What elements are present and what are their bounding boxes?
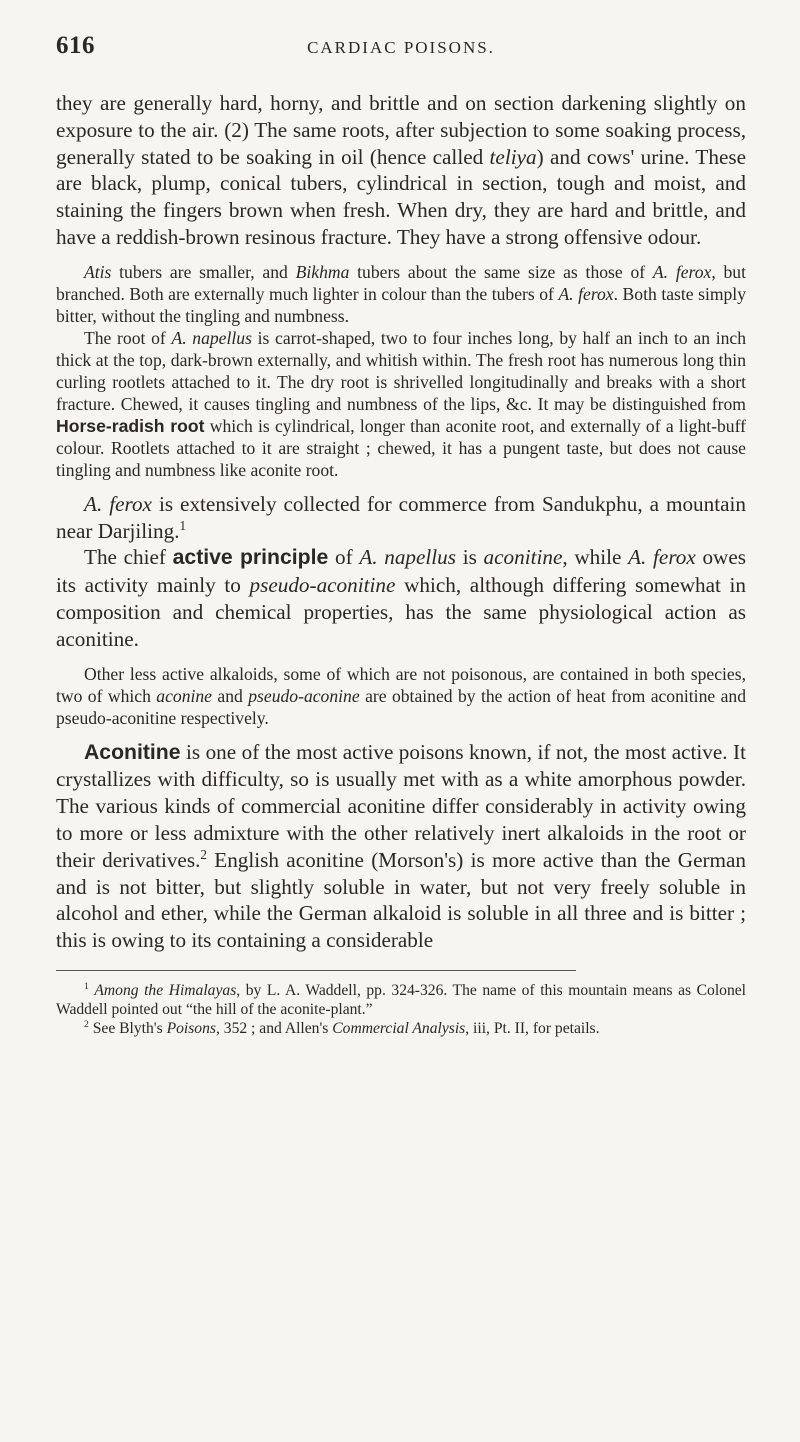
term-teliya: teliya xyxy=(489,144,537,169)
footnote-1: $^1$ Among the Himalayas, by L. A. Waddell, pp. 324-326. The name of this mountain means as Colonel Waddell pointed out “the hill of the aconite-plant.” xyxy=(56,980,747,1019)
page-header xyxy=(56,32,746,72)
paragraph-other-alkaloids: Other less active alkaloids, some of which are not poisonous, are contained in both species, two of which aconine and pseudo-aconine are obtained by the action of heat from aconitine and pseudo-aconitine respectively. xyxy=(56,663,746,728)
paragraph-active-principle: The chief active principle of A. napellus is aconitine, while A. ferox owes its activity mainly to pseudo-aconitine which, although differing somewhat in composition and chemical properties, has the same physiological action as aconitine. xyxy=(56,545,747,651)
footnote-divider xyxy=(56,970,576,971)
page-number: 616 xyxy=(56,32,95,59)
paragraph-tubers-description: they are generally hard, horny, and brittle and on section darkening slightly on exposure to the air. (2) The same roots, after subjection to some soaking process, generally stated to be soaking in oil (hence called teliya) and cows' urine. These are black, plump, conical tubers, cylindrical in section, tough and moist, and staining the fingers brown when fresh. When dry, they are hard and brittle, and have a reddish-brown resinous fracture. They have a strong offensive odour. xyxy=(56,91,747,249)
footnote-ref-1: 1 xyxy=(179,517,187,533)
paragraph-aconitine: Aconitine is one of the most active poisons known, if not, the most active. It crystallizes with difficulty, so is usually met with as a white amorphous powder. The various kinds of commercial aconitine differ considerably in activity owing to more or less admixture with the other relatively inert alkaloids in the root or their derivatives.$^2$ English aconitine (Morson's) is more active than the German and is not bitter, but slightly soluble in water, but not very freely soluble in alcohol and ether, while the German alkaloid is soluble in all three and is bitter ; this is owing to its containing a considerable xyxy=(56,739,747,953)
term-horse-radish-root: Horse-radish root xyxy=(56,415,205,436)
footnote-2: $^2$ See Blyth's Poisons, 352 ; and Allen's Commercial Analysis, iii, Pt. II, for petails. xyxy=(84,1019,600,1038)
running-title: CARDIAC POISONS. xyxy=(307,38,495,57)
footnote-ref-2: 2 xyxy=(200,846,207,862)
paragraph-atis-bikhma: Atis tubers are smaller, and Bikhma tubers about the same size as those of A. ferox, but branched. Both are externally much lighter in colour than the tubers of A. ferox. Both taste simply bitter, without the tingling and numbness. xyxy=(56,261,746,326)
book-page xyxy=(0,32,800,1442)
term-atis: Atis xyxy=(84,261,112,282)
term-aconitine: Aconitine xyxy=(84,740,181,764)
paragraph-napellus-root: The root of A. napellus is carrot-shaped, two to four inches long, by half an inch to an inch thick at the top, dark-brown externally, and whitish within. The fresh root has numerous long thin curling rootlets attached to it. The dry root is shrivelled longitudinally and breaks with a short fracture. Chewed, it causes tingling and numbness of the lips, &c. It may be distinguished from Horse-radish root which is cylindrical, longer than aconite root, and externally of a light-buff colour. Rootlets attached to it are straight ; chewed, it has a pungent taste, but does not cause tingling and numbness like aconite root. xyxy=(56,327,746,480)
term-bikhma: Bikhma xyxy=(295,261,350,282)
term-active-principle: active principle xyxy=(172,546,329,570)
paragraph-ferox-collection: A. ferox is extensively collected for commerce from Sandukphu, a mountain near Darjiling.$^1$ xyxy=(56,491,746,543)
